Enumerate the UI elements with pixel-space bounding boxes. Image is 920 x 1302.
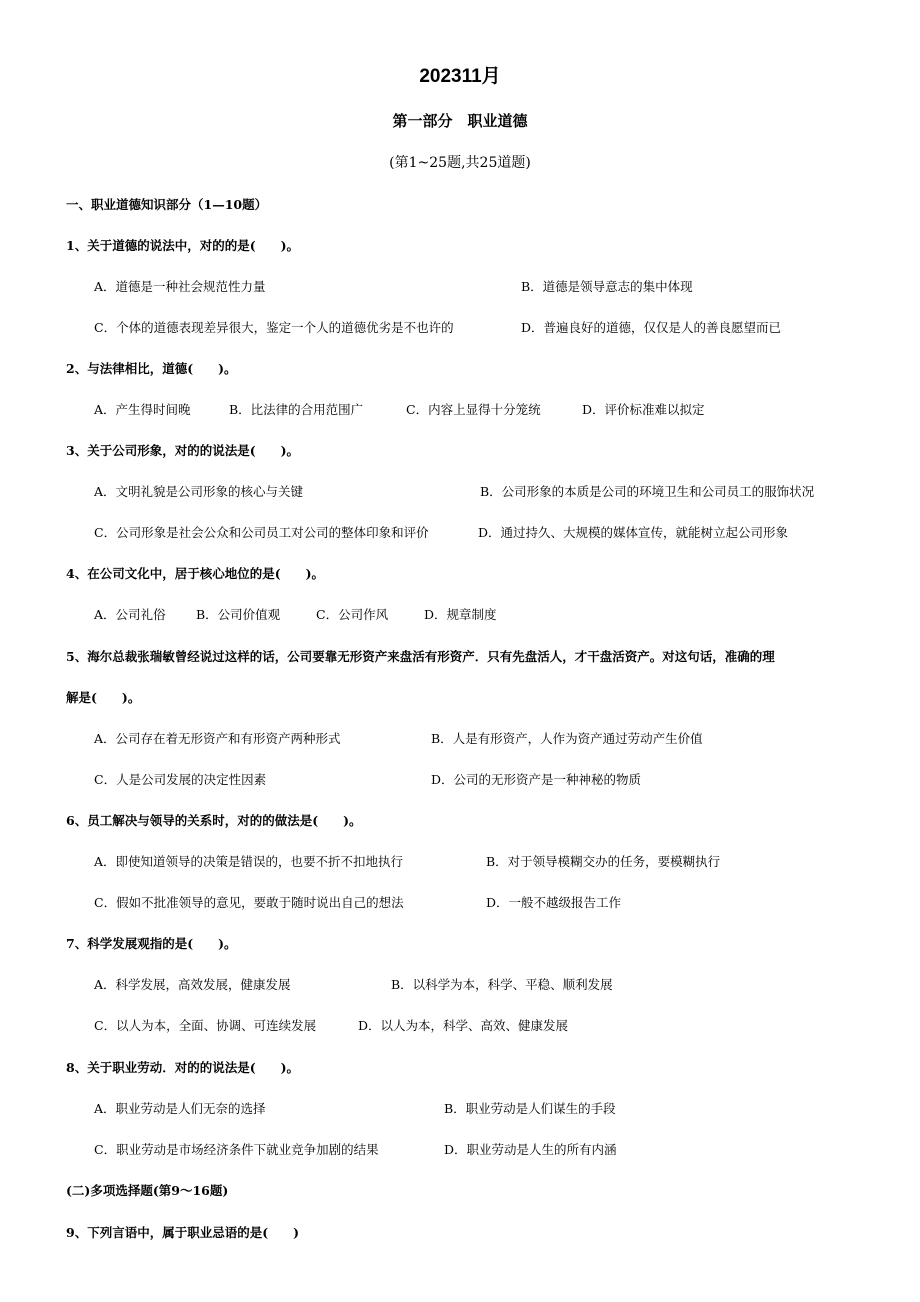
question-7-option-b: B．以科学为本，科学、平稳、顺利发展	[391, 977, 613, 992]
question-3-option-d: D．通过持久、大规模的媒体宣传，就能树立起公司形象	[478, 525, 789, 540]
question-1-option-a: A．道德是一种社会规范性力量	[94, 279, 266, 294]
question-7-option-c: C．以人为本，全面、协调、可连续发展	[94, 1018, 317, 1033]
question-1-option-b: B．道德是领导意志的集中体现	[521, 279, 693, 294]
part-heading: 第一部分 职业道德	[392, 112, 528, 130]
question-4-option-d: D．规章制度	[424, 607, 497, 622]
question-1-option-d: D．普遍良好的道德，仅仅是人的善良愿望而已	[521, 320, 782, 335]
question-8-option-a: A．职业劳动是人们无奈的选择	[94, 1101, 266, 1116]
question-8-stem: 8、关于职业劳动．对的的说法是( )。	[66, 1060, 300, 1075]
question-4-option-b: B．公司价值观	[196, 607, 281, 622]
question-3-option-b: B．公司形象的本质是公司的环境卫生和公司员工的服饰状况	[480, 484, 815, 499]
question-2-option-c: C．内容上显得十分笼统	[406, 402, 541, 417]
question-6-option-c: C．假如不批准领导的意见，要敢于随时说出自己的想法	[94, 895, 404, 910]
question-7-option-a: A．科学发展，高效发展，健康发展	[94, 977, 291, 992]
question-7-stem: 7、科学发展观指的是( )。	[66, 936, 237, 951]
question-5-option-b: B．人是有形资产，人作为资产通过劳动产生价值	[431, 731, 703, 746]
question-2-stem: 2、与法律相比，道德( )。	[66, 361, 237, 376]
question-6-stem: 6、员工解决与领导的关系时，对的的做法是( )。	[66, 813, 362, 828]
question-2-option-d: D．评价标准难以拟定	[582, 402, 705, 417]
question-1-stem: 1、关于道德的说法中，对的的是( )。	[66, 238, 300, 253]
question-1-option-c: C．个体的道德表现差异很大，鉴定一个人的道德优劣是不也许的	[94, 320, 454, 335]
document-title: 202311月	[419, 66, 501, 87]
question-6-option-a: A．即使知道领导的决策是错误的，也要不折不扣地执行	[94, 854, 404, 869]
question-range: (第1~25题,共25道题)	[389, 155, 531, 171]
question-5-option-c: C．人是公司发展的决定性因素	[94, 772, 267, 787]
question-4-stem: 4、在公司文化中，居于核心地位的是( )。	[66, 566, 325, 581]
question-2-option-b: B．比法律的合用范围广	[229, 402, 364, 417]
question-8-option-d: D．职业劳动是人生的所有内涵	[444, 1142, 617, 1157]
question-3-option-c: C．公司形象是社会公众和公司员工对公司的整体印象和评价	[94, 525, 429, 540]
question-4-option-a: A．公司礼俗	[94, 607, 166, 622]
question-4-option-c: C．公司作风	[316, 607, 389, 622]
question-3-stem: 3、关于公司形象，对的的说法是( )。	[66, 443, 300, 458]
question-5-stem-line-2: 解是( )。	[66, 690, 141, 705]
question-6-option-d: D．一般不越级报告工作	[486, 895, 622, 910]
section-heading-knowledge: 一、职业道德知识部分（1—10题）	[66, 197, 268, 212]
question-6-option-b: B．对于领导模糊交办的任务，要模糊执行	[486, 854, 721, 869]
question-5-option-d: D．公司的无形资产是一种神秘的物质	[431, 772, 642, 787]
question-8-option-c: C．职业劳动是市场经济条件下就业竞争加剧的结果	[94, 1142, 379, 1157]
section-heading-multiple-choice: (二)多项选择题(第9～16题)	[66, 1183, 229, 1198]
question-5-stem-line-1: 5、海尔总裁张瑞敏曾经说过这样的话，公司要靠无形资产来盘活有形资产．只有先盘活人，才干盘活资产。对这句话，准确的理	[66, 649, 775, 664]
question-5-option-a: A．公司存在着无形资产和有形资产两种形式	[94, 731, 341, 746]
question-9-stem: 9、下列言语中，属于职业忌语的是( )	[66, 1225, 300, 1240]
question-3-option-a: A．文明礼貌是公司形象的核心与关键	[94, 484, 304, 499]
question-2-option-a: A．产生得时间晚	[94, 402, 191, 417]
question-8-option-b: B．职业劳动是人们谋生的手段	[444, 1101, 616, 1116]
question-7-option-d: D．以人为本，科学、高效、健康发展	[358, 1018, 569, 1033]
